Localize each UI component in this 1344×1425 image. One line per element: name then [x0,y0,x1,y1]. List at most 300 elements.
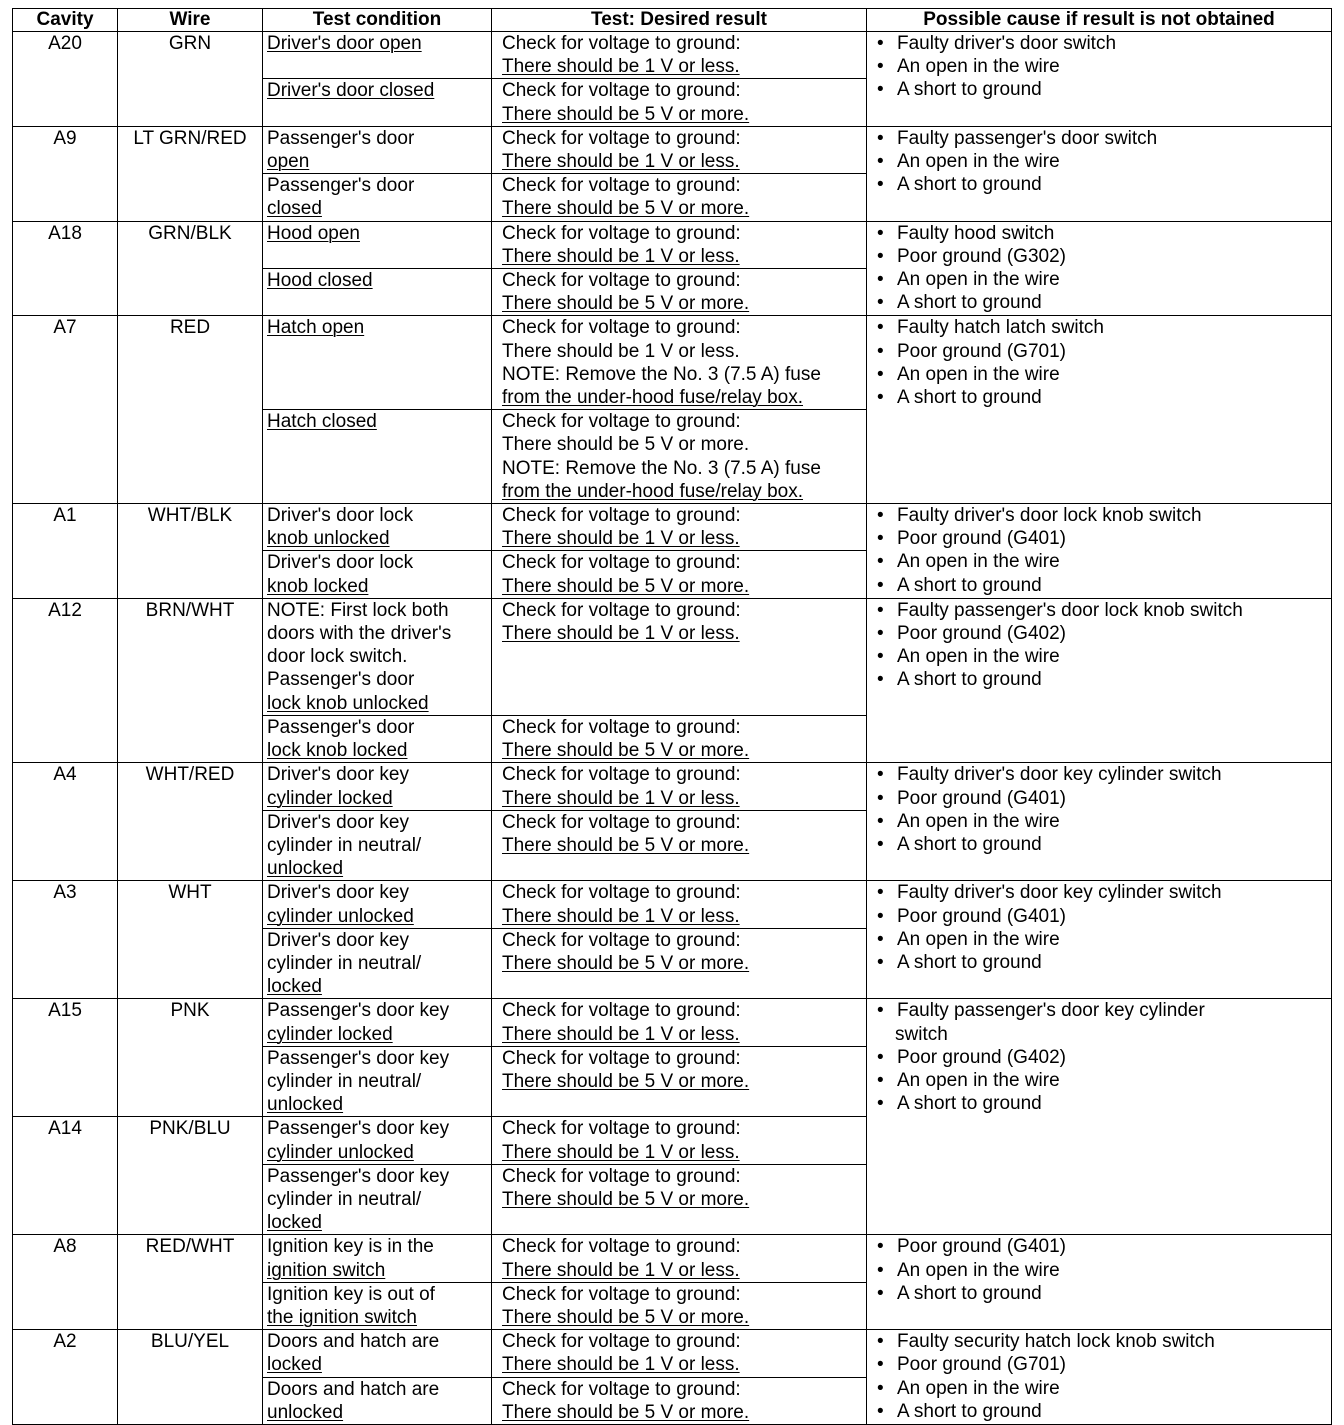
cause-text: Poor ground (G401) [897,787,1066,809]
test-condition-line: Doors and hatch are [267,1378,440,1400]
test-condition-cell [263,1117,492,1164]
cause-item [875,363,1331,386]
bullet-icon: • [877,882,884,904]
cause-item [875,268,1331,291]
test-condition-line: knob unlocked [267,528,390,550]
desired-result-cell [492,1282,867,1329]
cause-text: An open in the wire [897,810,1060,832]
desired-result-line: Check for voltage to ground: [502,411,741,433]
bullet-icon: • [877,1377,884,1399]
desired-result-cell [492,1117,867,1164]
bullet-icon: • [877,1331,884,1353]
desired-result-line: There should be 1 V or less. [502,56,740,78]
bullet-icon: • [877,79,884,101]
input-test-table [12,8,1332,1425]
cause-item [875,599,1331,622]
desired-result-line: There should be 1 V or less. [502,905,740,927]
test-condition-line: cylinder in neutral/ [267,952,422,974]
test-condition-line: cylinder unlocked [267,1141,414,1163]
test-condition-line: Driver's door lock [267,552,414,574]
cause-text: Faulty driver's door key cylinder switch [897,764,1222,786]
cause-text: An open in the wire [897,269,1060,291]
table-body [13,32,1332,1425]
cause-item [875,173,1331,196]
table-row [13,126,1332,173]
desired-result-cell [492,410,867,504]
bullet-icon: • [877,574,884,596]
cause-text: An open in the wire [897,551,1060,573]
cause-text: switch [895,1023,948,1045]
bullet-icon: • [877,669,884,691]
desired-result-line: Check for voltage to ground: [502,1283,741,1305]
cause-item [875,1353,1331,1376]
bullet-icon: • [877,245,884,267]
cause-text: Poor ground (G701) [897,1354,1066,1376]
test-condition-cell [263,763,492,810]
bullet-icon: • [877,387,884,409]
cause-item [875,999,1331,1022]
troubleshooting-table-page [12,8,1331,1423]
desired-result-cell [492,551,867,598]
desired-result-line: There should be 1 V or less. [502,245,740,267]
test-condition-line: cylinder unlocked [267,905,414,927]
test-condition-line: Passenger's door [267,669,415,691]
desired-result-cell [492,1330,867,1377]
bullet-icon: • [877,928,884,950]
bullet-icon: • [877,833,884,855]
desired-result-line: There should be 5 V or more. [502,834,750,856]
bullet-icon: • [877,292,884,314]
desired-result-line: Check for voltage to ground: [502,222,741,244]
bullet-icon: • [877,764,884,786]
test-condition-line: Passenger's door key [267,1047,450,1069]
test-condition-line: Passenger's door [267,127,415,149]
cavity-cell: A12 [13,598,118,762]
cavity-cell: A14 [13,1117,118,1235]
desired-result-line: Check for voltage to ground: [502,1000,741,1022]
desired-result-line: There should be 5 V or more. [502,1306,750,1328]
cavity-cell: A4 [13,763,118,881]
desired-result-line: There should be 5 V or more. [502,575,750,597]
cause-item [875,1046,1331,1069]
cause-text: Poor ground (G401) [897,905,1066,927]
cause-item [875,291,1331,314]
desired-result-cell [492,79,867,126]
desired-result-line: NOTE: Remove the No. 3 (7.5 A) fuse [502,363,821,385]
cause-item [875,787,1331,810]
test-condition-line: Driver's door closed [267,80,435,102]
test-condition-line: unlocked [267,1094,344,1116]
desired-result-line: There should be 1 V or less. [502,787,740,809]
bullet-icon: • [877,1000,884,1022]
header-possible-cause: Possible cause if result is not obtained [867,9,1332,32]
test-condition-line: cylinder in neutral/ [267,1188,422,1210]
wire-cell: GRN/BLK [118,221,263,316]
bullet-icon: • [877,269,884,291]
header-row [13,9,1332,32]
bullet-icon: • [877,1236,884,1258]
test-condition-line: Hood open [267,222,360,244]
cause-text: Faulty security hatch lock knob switch [897,1331,1215,1353]
desired-result-line: Check for voltage to ground: [502,80,741,102]
header-test-condition: Test condition [263,9,492,32]
desired-result-cell [492,316,867,410]
test-condition-cell [263,504,492,551]
desired-result-line: Check for voltage to ground: [502,33,741,54]
table-row [13,598,1332,715]
test-condition-cell [263,32,492,79]
desired-result-line: Check for voltage to ground: [502,317,741,339]
test-condition-cell [263,551,492,598]
bullet-icon: • [877,1046,884,1068]
possible-cause-cell [867,32,1332,127]
desired-result-line: There should be 1 V or less. [502,528,740,550]
test-condition-line: locked [267,976,322,998]
cause-text: A short to ground [897,574,1042,596]
cause-item [875,1400,1331,1423]
cause-text: Faulty driver's door switch [897,33,1117,54]
bullet-icon: • [877,505,884,527]
header-cavity: Cavity [13,9,118,32]
cavity-cell: A2 [13,1330,118,1425]
wire-cell: GRN [118,32,263,127]
desired-result-line: There should be 5 V or more. [502,952,750,974]
test-condition-line: locked [267,1354,322,1376]
test-condition-line: Driver's door key [267,764,409,786]
cavity-cell: A7 [13,316,118,504]
test-condition-line: door lock switch. [267,646,408,668]
test-condition-line: open [267,151,310,173]
desired-result-cell [492,1164,867,1235]
test-condition-cell [263,174,492,221]
cause-text: Faulty hood switch [897,222,1055,244]
cause-text: An open in the wire [897,1377,1060,1399]
desired-result-line: Check for voltage to ground: [502,716,741,738]
desired-result-line: Check for voltage to ground: [502,552,741,574]
cause-text: A short to ground [897,292,1042,314]
cause-item [875,1069,1331,1092]
test-condition-cell [263,126,492,173]
cause-item [875,245,1331,268]
header-wire: Wire [118,9,263,32]
possible-cause-cell [867,1330,1332,1425]
test-condition-line: locked [267,1212,322,1234]
cause-text: Poor ground (G401) [897,1236,1066,1258]
table-row [13,881,1332,928]
desired-result-line: from the under-hood fuse/relay box. [502,480,804,502]
cavity-cell: A15 [13,999,118,1117]
table-row [13,999,1332,1046]
test-condition-line: Doors and hatch are [267,1331,440,1353]
desired-result-cell [492,32,867,79]
test-condition-cell [263,715,492,762]
wire-cell: PNK [118,999,263,1117]
cause-item [875,905,1331,928]
desired-result-cell [492,269,867,316]
cause-text: A short to ground [897,1093,1042,1115]
cause-text: A short to ground [897,174,1042,196]
desired-result-line: There should be 1 V or less. [502,151,740,173]
desired-result-line: Check for voltage to ground: [502,1047,741,1069]
bullet-icon: • [877,810,884,832]
bullet-icon: • [877,951,884,973]
desired-result-line: Check for voltage to ground: [502,1331,741,1353]
bullet-icon: • [877,1400,884,1422]
test-condition-line: unlocked [267,858,344,880]
bullet-icon: • [877,1069,884,1091]
cause-item [875,78,1331,101]
cause-text: An open in the wire [897,646,1060,668]
bullet-icon: • [877,551,884,573]
cause-text: Faulty passenger's door key cylinder [897,1000,1205,1022]
wire-cell: RED [118,316,263,504]
cause-item [875,1330,1331,1353]
desired-result-cell [492,221,867,268]
bullet-icon: • [877,151,884,173]
test-condition-cell [263,1164,492,1235]
test-condition-line: Ignition key is in the [267,1236,434,1258]
wire-cell: PNK/BLU [118,1117,263,1235]
bullet-icon: • [877,340,884,362]
test-condition-line: Passenger's door [267,716,415,738]
test-condition-line: the ignition switch [267,1306,417,1328]
cause-text: Faulty driver's door lock knob switch [897,505,1202,527]
possible-cause-cell [867,763,1332,881]
possible-cause-cell [867,504,1332,599]
wire-cell: WHT [118,881,263,999]
cause-text: A short to ground [897,387,1042,409]
desired-result-cell [492,999,867,1046]
cause-text: A short to ground [897,1282,1042,1304]
test-condition-line: Passenger's door key [267,1118,450,1140]
cause-item [875,668,1331,691]
desired-result-line: There should be 5 V or more. [502,103,750,125]
test-condition-cell [263,999,492,1046]
desired-result-line: There should be 5 V or more. [502,293,750,315]
desired-result-line: There should be 1 V or less. [502,623,740,645]
header-desired-result: Test: Desired result [492,9,867,32]
test-condition-line: lock knob unlocked [267,692,429,714]
desired-result-line: There should be 1 V or less. [502,1141,740,1163]
desired-result-line: from the under-hood fuse/relay box. [502,387,804,409]
test-condition-line: ignition switch [267,1259,386,1281]
cause-text: A short to ground [897,669,1042,691]
test-condition-line: cylinder in neutral/ [267,834,422,856]
cause-item [875,55,1331,78]
test-condition-cell [263,1377,492,1424]
table-row [13,221,1332,268]
desired-result-cell [492,763,867,810]
cause-text: A short to ground [897,79,1042,101]
cause-item [875,1282,1331,1305]
bullet-icon: • [877,317,884,339]
cause-item [875,574,1331,597]
desired-result-line: There should be 1 V or less. [502,1259,740,1281]
cause-item [875,881,1331,904]
cause-item [875,527,1331,550]
possible-cause-cell [867,1235,1332,1330]
desired-result-cell [492,715,867,762]
desired-result-line: Check for voltage to ground: [502,1378,741,1400]
cause-text: An open in the wire [897,56,1060,78]
test-condition-cell [263,928,492,999]
cause-item [875,810,1331,833]
cause-text: A short to ground [897,951,1042,973]
cause-item [875,550,1331,573]
possible-cause-cell [867,316,1332,504]
bullet-icon: • [877,1259,884,1281]
cause-text: Faulty passenger's door lock knob switch [897,599,1243,621]
cause-item [875,504,1331,527]
bullet-icon: • [877,222,884,244]
cause-item [875,386,1331,409]
cause-text: An open in the wire [897,928,1060,950]
desired-result-line: There should be 5 V or more. [502,434,750,456]
cause-item [875,32,1331,55]
wire-cell: BLU/YEL [118,1330,263,1425]
test-condition-line: cylinder locked [267,787,393,809]
cause-text: An open in the wire [897,363,1060,385]
cause-text: Faulty hatch latch switch [897,317,1104,339]
desired-result-line: There should be 5 V or more. [502,198,750,220]
test-condition-line: Passenger's door key [267,1000,450,1022]
bullet-icon: • [877,623,884,645]
cause-text: Faulty driver's door key cylinder switch [897,882,1222,904]
cause-text: Poor ground (G701) [897,340,1066,362]
test-condition-cell [263,881,492,928]
cavity-cell: A8 [13,1235,118,1330]
desired-result-line: NOTE: Remove the No. 3 (7.5 A) fuse [502,457,821,479]
test-condition-line: Driver's door key [267,811,409,833]
possible-cause-cell [867,126,1332,221]
wire-cell: WHT/RED [118,763,263,881]
possible-cause-cell [867,881,1332,999]
cause-item [875,1259,1331,1282]
wire-cell: BRN/WHT [118,598,263,762]
desired-result-line: There should be 5 V or more. [502,1401,750,1423]
desired-result-line: Check for voltage to ground: [502,1236,741,1258]
bullet-icon: • [877,1093,884,1115]
cause-text: Poor ground (G402) [897,1046,1066,1068]
test-condition-line: Passenger's door key [267,1165,450,1187]
bullet-icon: • [877,1354,884,1376]
cause-item [875,1023,1331,1046]
possible-cause-cell [867,598,1332,762]
test-condition-cell [263,1235,492,1282]
desired-result-line: There should be 1 V or less. [502,340,740,362]
cause-text: A short to ground [897,1400,1042,1422]
table-row [13,32,1332,79]
bullet-icon: • [877,905,884,927]
desired-result-line: Check for voltage to ground: [502,1118,741,1140]
cause-text: An open in the wire [897,1259,1060,1281]
test-condition-line: Passenger's door [267,175,415,197]
test-condition-cell [263,79,492,126]
desired-result-cell [492,810,867,881]
cause-item [875,222,1331,245]
desired-result-cell [492,1377,867,1424]
test-condition-line: cylinder in neutral/ [267,1070,422,1092]
bullet-icon: • [877,174,884,196]
cause-item [875,951,1331,974]
test-condition-line: closed [267,198,322,220]
test-condition-line: Ignition key is out of [267,1283,435,1305]
desired-result-line: Check for voltage to ground: [502,505,741,527]
test-condition-line: NOTE: First lock both [267,599,449,621]
bullet-icon: • [877,127,884,149]
bullet-icon: • [877,56,884,78]
cause-text: An open in the wire [897,151,1060,173]
cause-text: A short to ground [897,833,1042,855]
test-condition-line: Hood closed [267,270,373,292]
test-condition-line: Driver's door lock [267,505,414,527]
test-condition-line: Driver's door key [267,929,409,951]
desired-result-cell [492,1046,867,1117]
cause-text: Poor ground (G401) [897,528,1066,550]
cause-item [875,833,1331,856]
desired-result-line: Check for voltage to ground: [502,764,741,786]
test-condition-cell [263,810,492,881]
test-condition-line: knob locked [267,575,369,597]
test-condition-line: Driver's door key [267,882,409,904]
cause-item [875,1377,1331,1400]
cause-item [875,928,1331,951]
desired-result-cell [492,504,867,551]
cause-text: An open in the wire [897,1069,1060,1091]
desired-result-cell [492,881,867,928]
cause-item [875,340,1331,363]
cause-item [875,763,1331,786]
desired-result-cell [492,928,867,999]
cause-item [875,1092,1331,1115]
cavity-cell: A18 [13,221,118,316]
test-condition-cell [263,410,492,504]
cavity-cell: A1 [13,504,118,599]
table-row [13,504,1332,551]
desired-result-line: There should be 1 V or less. [502,1354,740,1376]
cavity-cell: A9 [13,126,118,221]
cause-text: Poor ground (G302) [897,245,1066,267]
cause-item [875,645,1331,668]
test-condition-line: Hatch open [267,317,365,339]
test-condition-cell [263,269,492,316]
test-condition-cell [263,598,492,715]
desired-result-line: Check for voltage to ground: [502,811,741,833]
test-condition-line: cylinder locked [267,1023,393,1045]
cavity-cell: A20 [13,32,118,127]
test-condition-line: Driver's door open [267,33,422,54]
desired-result-line: Check for voltage to ground: [502,599,741,621]
cause-item [875,127,1331,150]
bullet-icon: • [877,646,884,668]
table-row [13,763,1332,810]
test-condition-line: doors with the driver's [267,623,452,645]
desired-result-line: There should be 5 V or more. [502,1070,750,1092]
table-row [13,316,1332,410]
cause-item [875,622,1331,645]
cavity-cell: A3 [13,881,118,999]
desired-result-line: Check for voltage to ground: [502,175,741,197]
test-condition-line: unlocked [267,1401,344,1423]
possible-cause-cell [867,221,1332,316]
cause-item [875,1235,1331,1258]
test-condition-cell [263,221,492,268]
cause-item [875,316,1331,339]
test-condition-line: lock knob locked [267,740,408,762]
desired-result-line: Check for voltage to ground: [502,1165,741,1187]
wire-cell: WHT/BLK [118,504,263,599]
test-condition-line: Hatch closed [267,411,377,433]
